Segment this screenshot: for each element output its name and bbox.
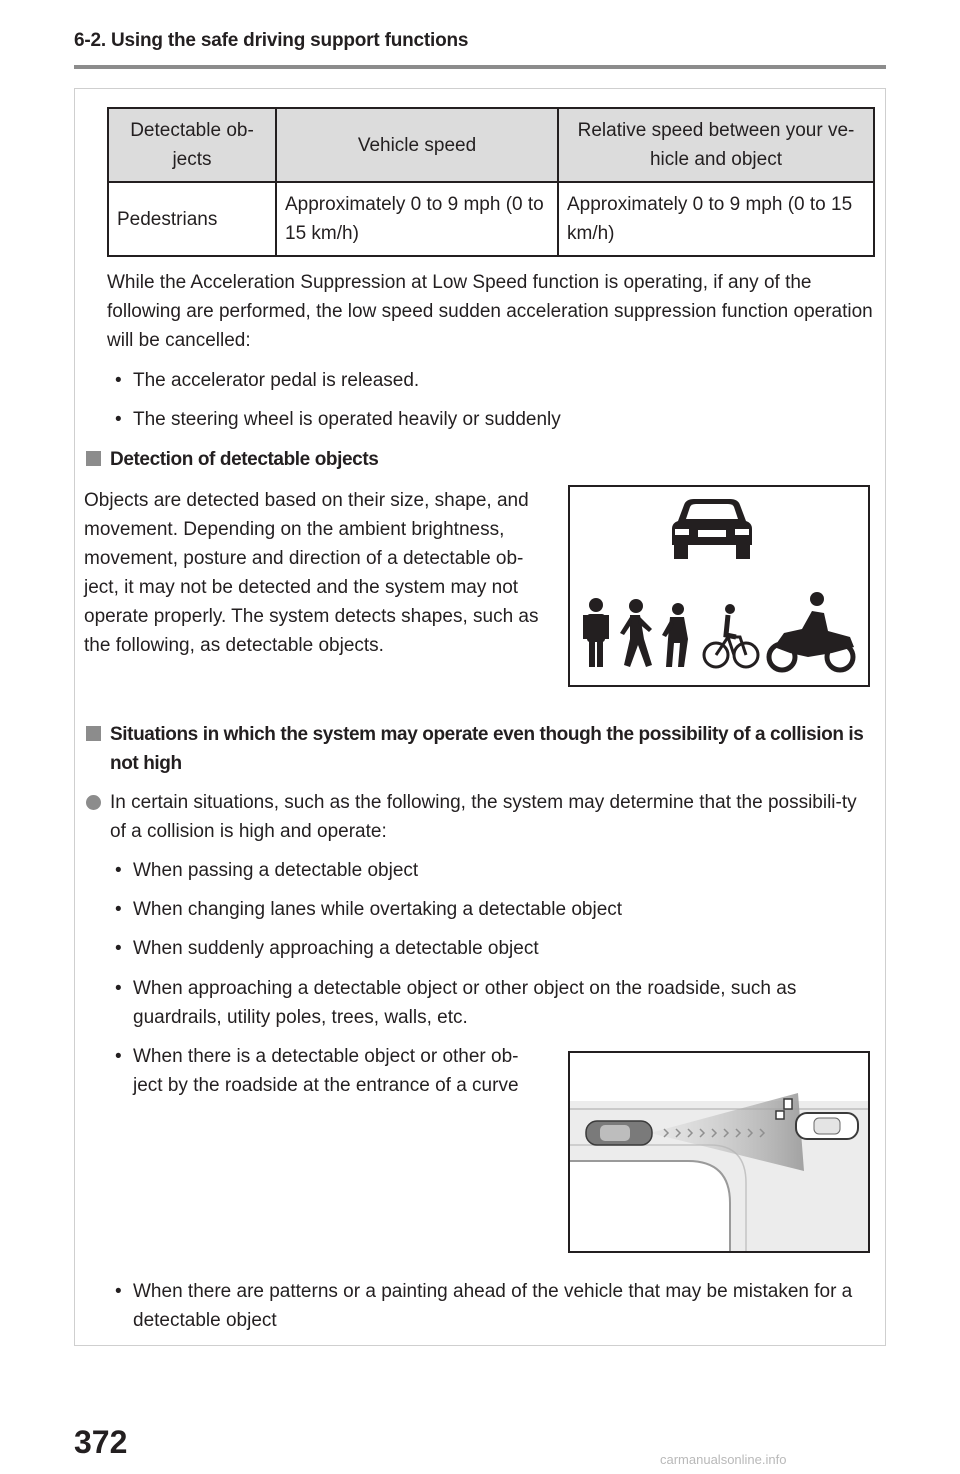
child-pedestrian-icon bbox=[662, 603, 688, 667]
oncoming-vehicle-icon bbox=[796, 1113, 858, 1139]
situation-bullet: • When changing lanes while overtaking a detectable object bbox=[107, 895, 867, 924]
own-vehicle-icon bbox=[586, 1121, 652, 1145]
circle-marker-icon bbox=[86, 795, 101, 810]
situation-bullet: • When passing a detectable object bbox=[107, 856, 867, 885]
situations-intro-text: In certain situations, such as the following, the system may determine that the possibili-ty of a collision is high and operate: bbox=[110, 792, 857, 842]
car-front-icon bbox=[672, 499, 752, 559]
cancel-bullet: • The accelerator pedal is released. bbox=[107, 366, 867, 395]
cancel-bullet: • The steering wheel is operated heavily or suddenly bbox=[107, 405, 867, 434]
table-cell: Approximately 0 to 9 mph (0 to 15 km/h) bbox=[558, 182, 874, 256]
table-cell: Approximately 0 to 9 mph (0 to 15 km/h) bbox=[276, 182, 558, 256]
situations-heading bbox=[86, 720, 876, 778]
detection-paragraph: Objects are detected based on their size, shape, and movement. Depending on the ambient brightness, movement, posture and direction of a detectable ob-ject, it may not be detected and the system may not operate properly. The system detects shapes, such as the following, as detectable objects. bbox=[84, 490, 539, 656]
table-header-cell: Relative speed between your ve- hicle and object bbox=[558, 108, 874, 182]
table-cell: Pedestrians bbox=[108, 182, 276, 256]
detection-heading bbox=[86, 445, 378, 474]
page-number: 372 bbox=[74, 1424, 128, 1460]
detectable-shapes-illustration bbox=[570, 487, 868, 685]
square-marker-icon bbox=[86, 726, 101, 741]
curve-entrance-figure bbox=[568, 1051, 870, 1253]
table-header-cell: Vehicle speed bbox=[276, 108, 558, 182]
cyclist-icon bbox=[704, 604, 758, 667]
situation-bullet: • When suddenly approaching a detectable object bbox=[107, 934, 867, 963]
cancel-intro-paragraph: While the Acceleration Suppression at Low Speed function is operating, if any of the following are performed, the low speed sudden acceleration suppression function operation will be cancelled: bbox=[107, 272, 873, 351]
table-row bbox=[108, 182, 874, 256]
situation-bullet: • When there is a detectable object or other ob-ject by the roadside at the entrance of a curve bbox=[107, 1042, 547, 1100]
situation-bullet: • When there are patterns or a painting ahead of the vehicle that may be mistaken for a detectable object bbox=[107, 1277, 879, 1335]
detectable-objects-figure bbox=[568, 485, 870, 687]
standing-pedestrian-icon bbox=[583, 598, 609, 667]
table-header-cell: Detectable ob- jects bbox=[108, 108, 276, 182]
header-rule bbox=[74, 65, 886, 69]
watermark: carmanualsonline.info bbox=[660, 1452, 787, 1467]
table-header-row bbox=[108, 108, 874, 182]
situation-bullet: • When approaching a detectable object or other object on the roadside, such as guardrails, utility poles, trees, walls, etc. bbox=[107, 974, 867, 1032]
situations-heading-text: Situations in which the system may operate even though the possibility of a collision is not high bbox=[110, 724, 864, 774]
road-edge-line bbox=[570, 1161, 730, 1251]
section-header: 6-2. Using the safe driving support functions bbox=[74, 30, 469, 51]
curve-entrance-illustration bbox=[570, 1053, 868, 1251]
square-marker-icon bbox=[86, 451, 101, 466]
motorcycle-icon bbox=[769, 592, 854, 670]
detection-heading-text: Detection of detectable objects bbox=[110, 449, 379, 470]
situations-intro bbox=[86, 788, 876, 846]
detectable-objects-table bbox=[107, 107, 875, 257]
walking-pedestrian-icon bbox=[620, 599, 652, 667]
